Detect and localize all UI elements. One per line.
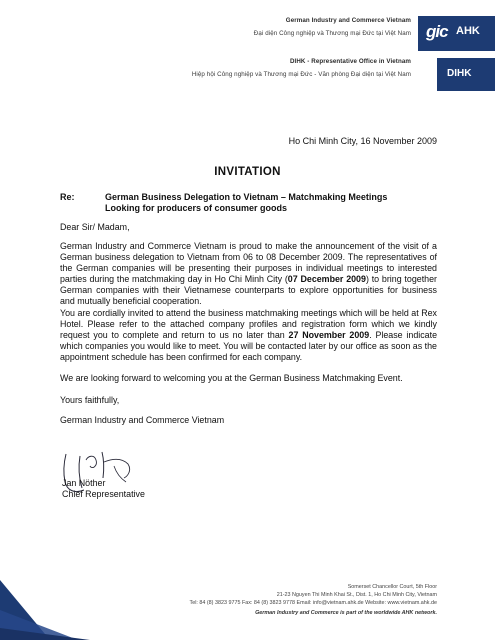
subject-label: Re: [60,192,75,202]
header-dihk-office-vietnamese: Hiệp hội Công nghiệp và Thương mại Đức - Văn phòng Đại diện tại Việt Nam [191,71,411,78]
subject-line-1: German Business Delegation to Vietnam – Matchmaking Meetings [105,192,388,202]
signer-name: Jan Nöther [62,478,106,488]
dihk-logo [437,58,495,91]
footer-contact: Tel: 84 (8) 3823 9775 Fax: 84 (8) 3823 9778 Email: info@vietnam.ahk.de Website: www.vietnam.ahk.de [189,600,437,606]
header-dihk-office: DIHK - Representative Office in Vietnam [289,58,411,65]
ahk-logo-prefix: gic [426,22,448,41]
footer-address-2: 21-23 Nguyen Thi Minh Khai St., Dist. 1, Ho Chi Minh City, Vietnam [276,592,437,598]
closing-organization: German Industry and Commerce Vietnam [60,415,225,425]
footer-address-1: Somerset Chancellor Court, 5th Floor [347,584,437,590]
letter-date: Ho Chi Minh City, 16 November 2009 [288,136,437,146]
subject-line-2: Looking for producers of consumer goods [105,203,288,213]
salutation: Dear Sir/ Madam, [60,222,130,232]
paragraph-invitation: You are cordially invited to attend the business matchmaking meetings which will be held at Rex Hotel. Please refer to the attached company profiles and registration form which we kindly request you to complete and return to us no later than 27 November 2009. Please indicate which companies you would like to meet. You will be contacted later by our office as soon as the appointment schedule has been confirmed for each company. [60,308,438,362]
ahk-logo [418,16,495,51]
closing: Yours faithfully, [60,395,120,405]
subject-text [105,192,387,214]
footer-tagline: German Industry and Commerce is part of the worldwide AHK network. [255,610,437,616]
ahk-logo-suffix: AHK [456,25,480,37]
header-org-name: German Industry and Commerce Vietnam [285,17,411,24]
dihk-logo-text: DIHK [447,68,472,79]
letter-title: INVITATION [214,166,281,178]
corner-decoration [0,570,90,640]
header-org-name-vietnamese: Đại diện Công nghiệp và Thương mại Đức tại Việt Nam [253,30,411,37]
signer-title: Chief Representative [62,489,145,499]
paragraph-closing-remark: We are looking forward to welcoming you at the German Business Matchmaking Event. [60,373,403,383]
paragraph-announcement: German Industry and Commerce Vietnam is proud to make the announcement of the visit of a German business delegation to Vietnam from 06 to 08 December 2009. The representatives of the German companies will be presenting their purposes in individual meetings to interested parties during the matchmaking day in Ho Chi Minh City (07 December 2009) to bring together German companies with their Vietnamese counterparts to explore opportunities for business and mutually beneficial cooperation. [60,241,437,306]
